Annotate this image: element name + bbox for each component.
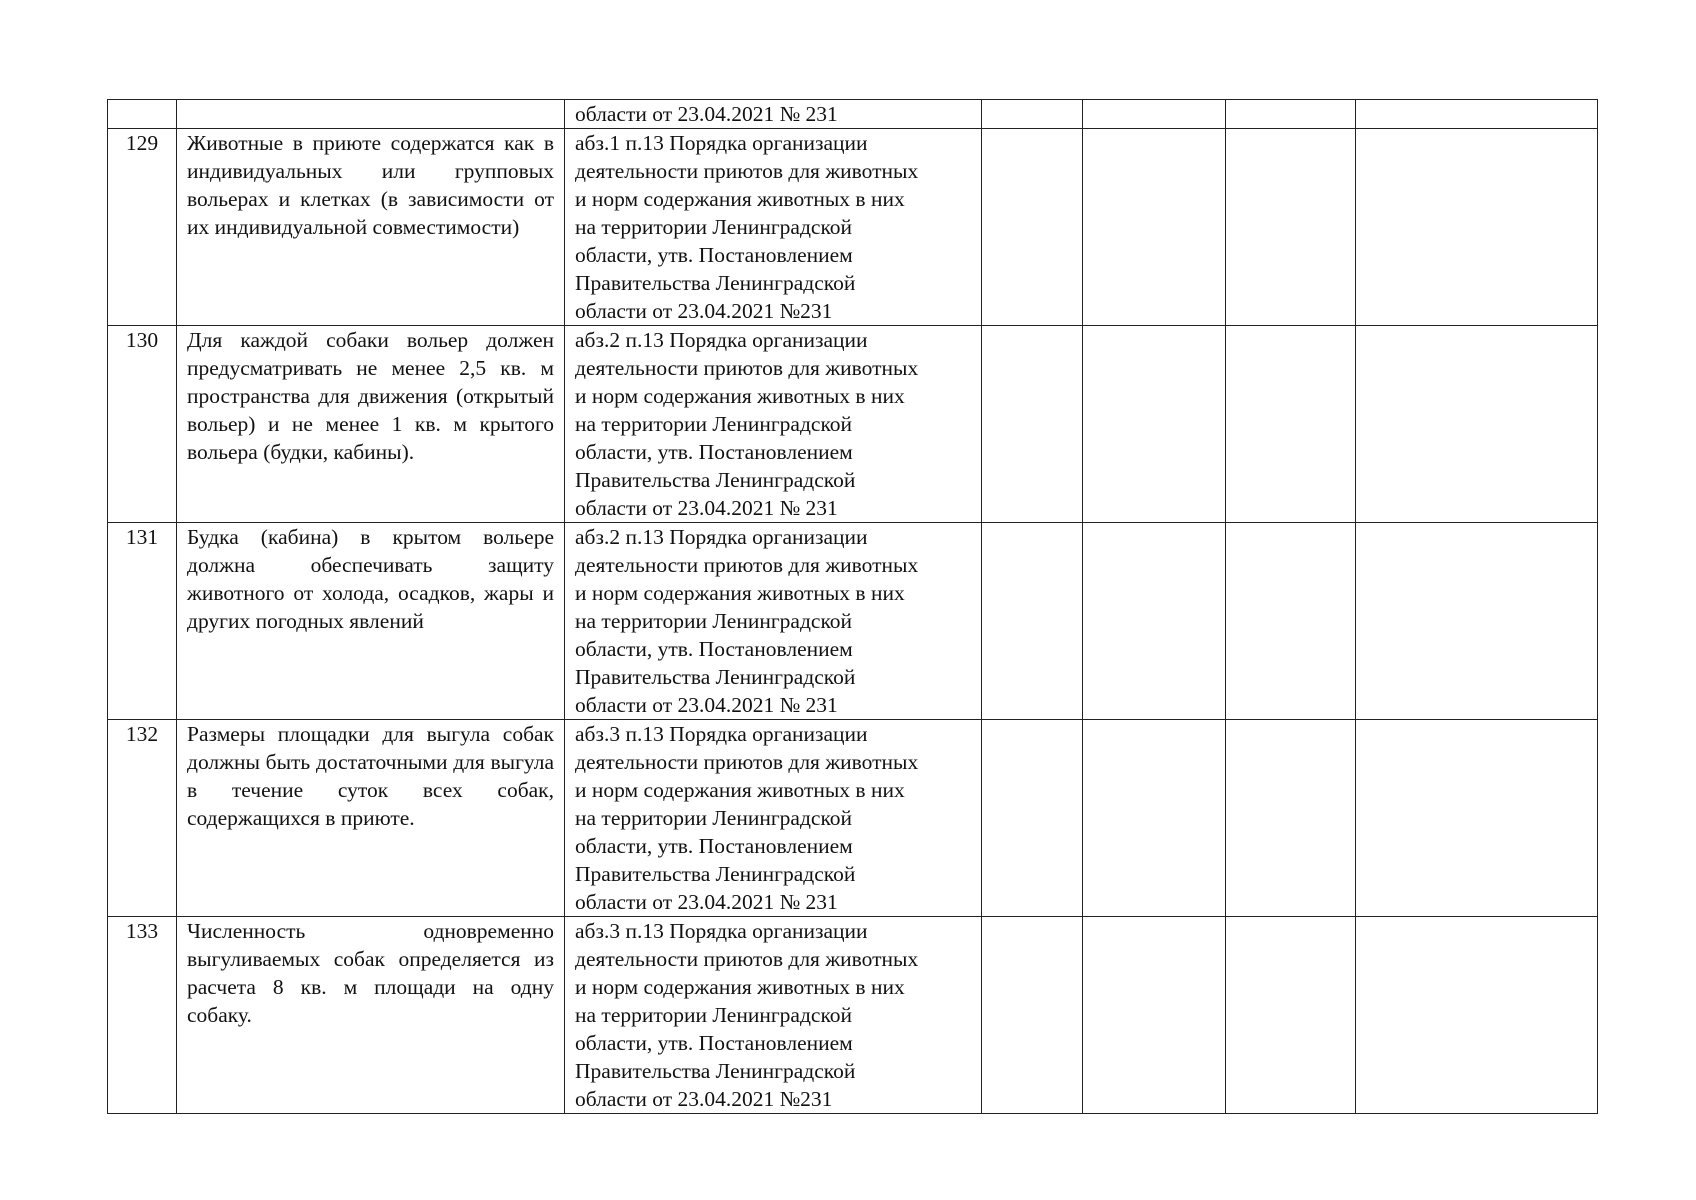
table-row bbox=[108, 523, 1598, 720]
row-number-cell: 131 bbox=[108, 523, 177, 720]
row-number-cell: 132 bbox=[108, 720, 177, 917]
table-row bbox=[108, 326, 1598, 523]
table-row bbox=[108, 917, 1598, 1114]
answer-yes-cell bbox=[982, 917, 1083, 1114]
notes-cell bbox=[1356, 720, 1598, 917]
row-number-cell bbox=[108, 100, 177, 129]
notes-cell bbox=[1356, 100, 1598, 129]
answer-not-applicable-cell bbox=[1226, 326, 1356, 523]
legal-reference-cell: абз.3 п.13 Порядка организации деятельности приютов для животных и норм содержания животных в них на территории Ленинградской области, утв. Постановлением Правительства Ленинградской области от 23.04.2021 №231 bbox=[565, 917, 982, 1114]
answer-no-cell bbox=[1083, 917, 1226, 1114]
row-number-cell: 133 bbox=[108, 917, 177, 1114]
answer-yes-cell bbox=[982, 523, 1083, 720]
answer-not-applicable-cell bbox=[1226, 523, 1356, 720]
notes-cell bbox=[1356, 326, 1598, 523]
notes-cell bbox=[1356, 523, 1598, 720]
requirement-cell: Для каждой собаки вольер должен предусматривать не менее 2,5 кв. м пространства для движения (открытый вольер) и не менее 1 кв. м крытого вольера (будки, кабины). bbox=[177, 326, 565, 523]
answer-not-applicable-cell bbox=[1226, 917, 1356, 1114]
notes-cell bbox=[1356, 129, 1598, 326]
document-page bbox=[107, 99, 1597, 1114]
table-row bbox=[108, 720, 1598, 917]
legal-reference-cell: области от 23.04.2021 № 231 bbox=[565, 100, 982, 129]
row-number-cell: 130 bbox=[108, 326, 177, 523]
table-row bbox=[108, 129, 1598, 326]
legal-reference-cell: абз.1 п.13 Порядка организации деятельности приютов для животных и норм содержания животных в них на территории Ленинградской области, утв. Постановлением Правительства Ленинградской области от 23.04.2021 №231 bbox=[565, 129, 982, 326]
answer-not-applicable-cell bbox=[1226, 100, 1356, 129]
legal-reference-cell: абз.3 п.13 Порядка организации деятельности приютов для животных и норм содержания животных в них на территории Ленинградской области, утв. Постановлением Правительства Ленинградской области от 23.04.2021 № 231 bbox=[565, 720, 982, 917]
answer-no-cell bbox=[1083, 523, 1226, 720]
table-row-continuation bbox=[108, 100, 1598, 129]
requirement-cell bbox=[177, 100, 565, 129]
answer-yes-cell bbox=[982, 326, 1083, 523]
row-number-cell: 129 bbox=[108, 129, 177, 326]
requirement-cell: Размеры площадки для выгула собак должны быть достаточными для выгула в течение суток всех собак, содержащихся в приюте. bbox=[177, 720, 565, 917]
answer-yes-cell bbox=[982, 100, 1083, 129]
answer-no-cell bbox=[1083, 720, 1226, 917]
requirements-table bbox=[107, 99, 1598, 1114]
answer-no-cell bbox=[1083, 326, 1226, 523]
legal-reference-cell: абз.2 п.13 Порядка организации деятельности приютов для животных и норм содержания животных в них на территории Ленинградской области, утв. Постановлением Правительства Ленинградской области от 23.04.2021 № 231 bbox=[565, 326, 982, 523]
requirement-cell: Будка (кабина) в крытом вольере должна обеспечивать защиту животного от холода, осадков, жары и других погодных явлений bbox=[177, 523, 565, 720]
answer-no-cell bbox=[1083, 100, 1226, 129]
requirement-cell: Численность одновременно выгуливаемых собак определяется из расчета 8 кв. м площади на одну собаку. bbox=[177, 917, 565, 1114]
requirement-cell: Животные в приюте содержатся как в индивидуальных или групповых вольерах и клетках (в зависимости от их индивидуальной совместимости) bbox=[177, 129, 565, 326]
legal-reference-cell: абз.2 п.13 Порядка организации деятельности приютов для животных и норм содержания животных в них на территории Ленинградской области, утв. Постановлением Правительства Ленинградской области от 23.04.2021 № 231 bbox=[565, 523, 982, 720]
answer-yes-cell bbox=[982, 129, 1083, 326]
answer-no-cell bbox=[1083, 129, 1226, 326]
answer-yes-cell bbox=[982, 720, 1083, 917]
answer-not-applicable-cell bbox=[1226, 129, 1356, 326]
answer-not-applicable-cell bbox=[1226, 720, 1356, 917]
notes-cell bbox=[1356, 917, 1598, 1114]
